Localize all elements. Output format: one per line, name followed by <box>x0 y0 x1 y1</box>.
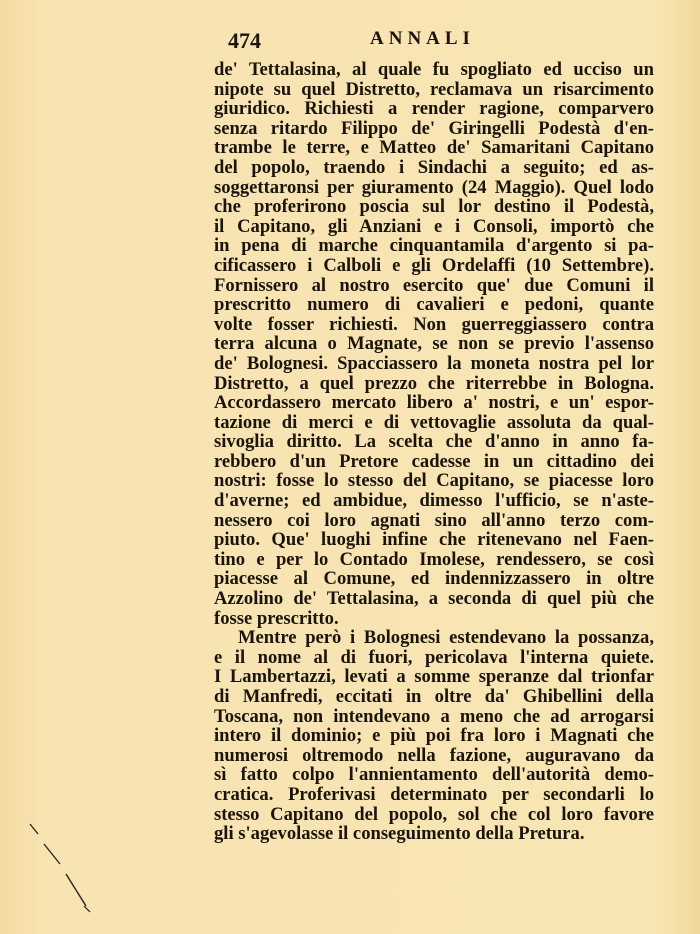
text-line: volte fosser richiesti. Non guerreggiassero contra <box>214 313 654 335</box>
text-line: piuto. Que' luoghi infine che ritenevano nel Faen- <box>214 529 654 551</box>
text-line: I Lambertazzi, levati a somme speranze dal trionfar <box>214 666 654 688</box>
text-line: senza ritardo Filippo de' Giringelli Podestà d'en- <box>214 117 654 139</box>
text-line: stesso Capitano del popolo, sol che col loro favore <box>214 803 654 825</box>
running-head: ANNALI <box>370 28 475 49</box>
paragraph-2 <box>214 628 654 844</box>
text-line: nipote su quel Distretto, reclamava un risarcimento <box>214 78 654 100</box>
text-line: del popolo, traendo i Sindachi a seguito; ed as- <box>214 156 654 178</box>
text-line: trambe le terre, e Matteo de' Samaritani Capitano <box>214 137 654 159</box>
text-line: fosse prescritto. <box>214 607 339 629</box>
text-line: rebbero d'un Pretore cadesse in un cittadino dei <box>214 450 654 472</box>
text-line: tino e per lo Contado Imolese, rendessero, se così <box>214 548 654 570</box>
text-line: Toscana, non intendevano a meno che ad arrogarsi <box>214 705 654 727</box>
text-line: Distretto, a quel prezzo che riterrebbe in Bologna. <box>214 372 654 394</box>
text-line: nessero coi loro agnati sino all'anno terzo com- <box>214 509 654 531</box>
text-line: il Capitano, gli Anziani e i Consoli, importò che <box>214 215 654 237</box>
text-line: e il nome al di fuori, pericolava l'interna quiete. <box>214 646 654 668</box>
text-line: in pena di marche cinquantamila d'argento si pa- <box>214 235 654 257</box>
text-line: Accordassero mercato libero a' nostri, e un' espor- <box>214 392 654 414</box>
text-line: de' Tettalasina, al quale fu spogliato ed ucciso un <box>214 59 654 80</box>
text-line: sì fatto colpo l'annientamento dell'autorità demo- <box>214 764 654 786</box>
text-line: cificassero i Calboli e gli Ordelaffi (10 Settembre). <box>214 254 654 276</box>
text-line: sivoglia diritto. La scelta che d'anno in anno fa- <box>214 431 654 453</box>
text-line: soggettaronsi per giuramento (24 Maggio). Quel lodo <box>214 176 654 198</box>
text-line: prescritto numero di cavalieri e pedoni, quante <box>214 294 654 316</box>
text-line: intero il dominio; e più poi fra loro i Magnati che <box>214 725 654 747</box>
text-line: di Manfredi, eccitati in oltre da' Ghibellini della <box>214 686 654 707</box>
text-line: cratica. Proferivasi determinato per secondarli lo <box>214 783 654 805</box>
text-line: piacesse al Comune, ed indennizzassero in oltre <box>214 568 654 590</box>
text-line: de' Bolognesi. Spacciassero la moneta nostra pel lor <box>214 352 654 374</box>
body-text <box>214 60 654 844</box>
text-line: terra alcuna o Magnate, se non se previo l'assenso <box>214 333 654 355</box>
text-line: gli s'agevolasse il conseguimento della Pretura. <box>214 823 585 845</box>
text-line: Mentre però i Bolognesi estendevano la possanza, <box>238 627 654 649</box>
paragraph-1 <box>214 60 654 628</box>
page-number: 474 <box>228 28 261 53</box>
text-line: numerosi oltremodo nella fazione, auguravano da <box>214 744 654 766</box>
text-line: nostri: fosse lo stesso del Capitano, se piacesse loro <box>214 470 654 492</box>
page-header <box>214 24 652 58</box>
text-line: che proferirono poscia sul lor destino il Podestà, <box>214 196 654 218</box>
text-line: giuridico. Richiesti a render ragione, comparvero <box>214 98 654 120</box>
text-line: d'averne; ed ambidue, dimesso l'ufficio, se n'aste- <box>214 490 654 512</box>
text-line: tazione di merci e di vettovaglie assoluta da qual- <box>214 411 654 433</box>
text-line: Azzolino de' Tettalasina, a seconda di quel più che <box>214 588 654 610</box>
text-line: Fornissero al nostro esercito que' due Comuni il <box>214 274 654 296</box>
margin-scratch-mark <box>26 818 96 918</box>
